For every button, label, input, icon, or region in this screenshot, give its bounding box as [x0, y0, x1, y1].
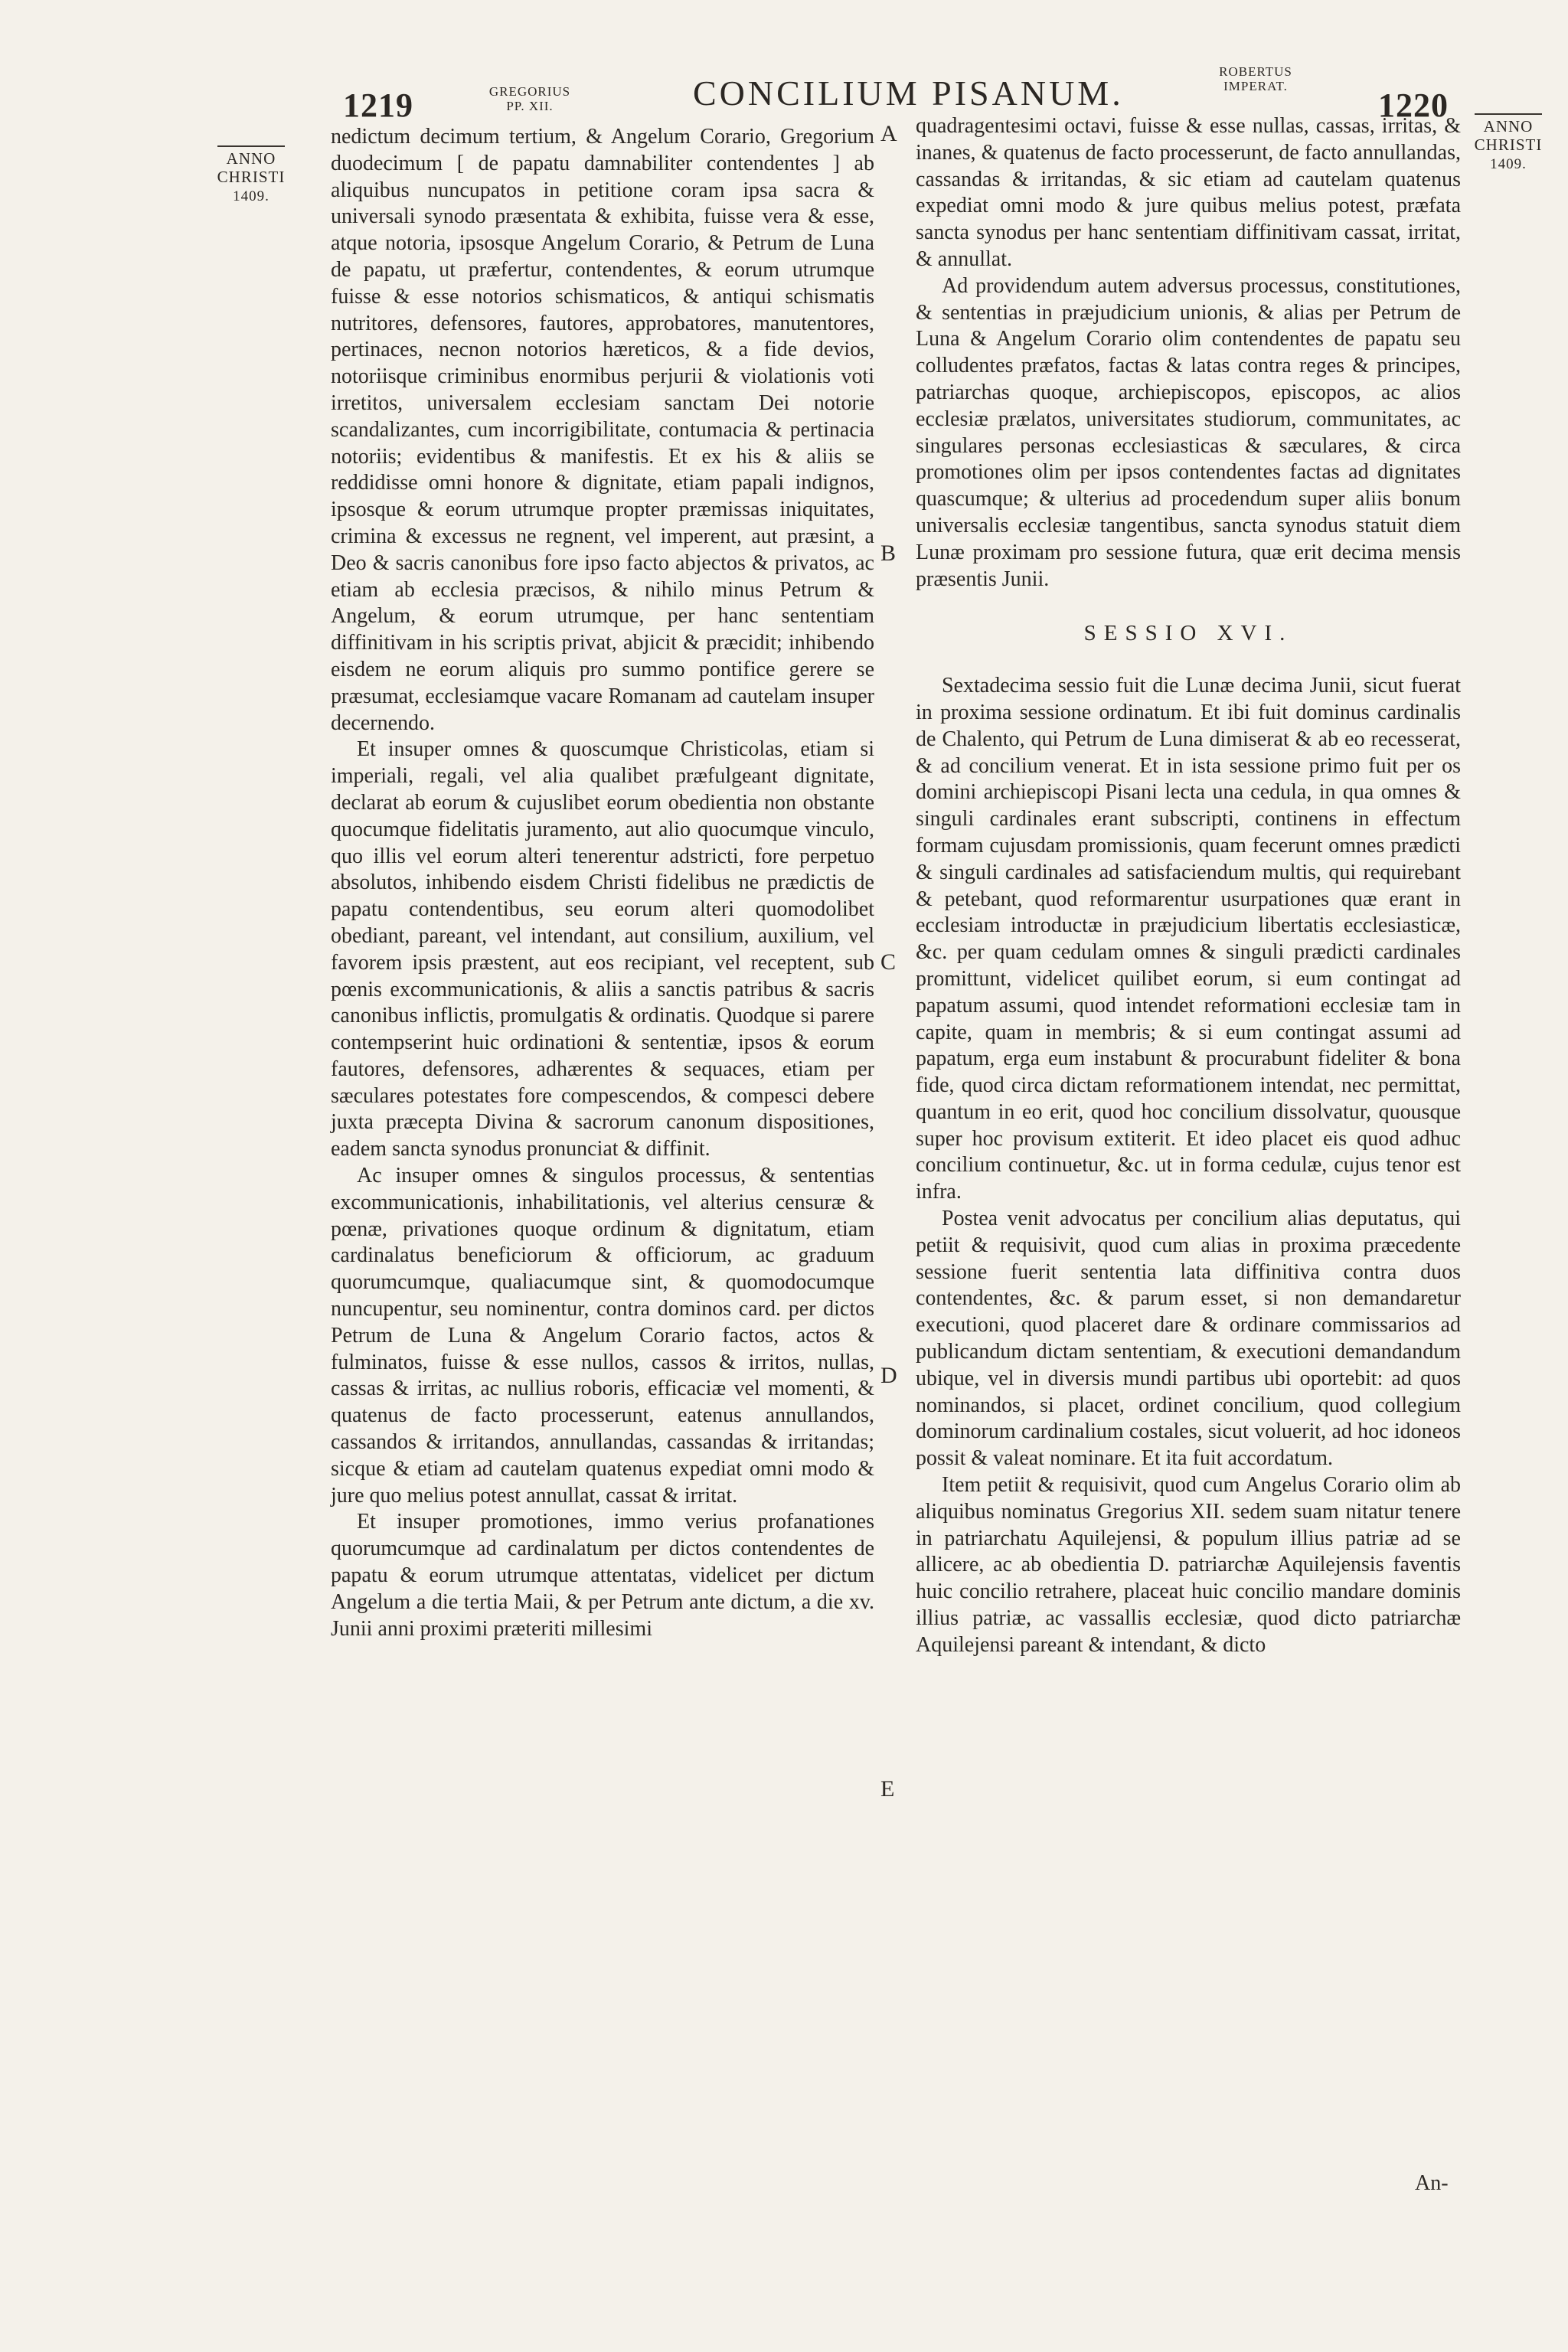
margin-rule [1475, 113, 1542, 115]
margin-anno: ANNO [1483, 117, 1534, 136]
paragraph: Et insuper omnes & quoscumque Christicolas, etiam si imperiali, regali, vel alia qualibet præfulgeant dignitate, declarat ab eorum & cujuslibet eorum obedientia non obstante quocumque fidelitatis juramento, aut alio quocumque vinculo, quo illis vel eorum alteri tenerentur adstricti, fore perpetuo absolutos, inhibendo eisdem Christi fidelibus ne prædictis de papatu contendentibus, seu eorum alteri quomodolibet obediant, pareant, vel intendant, aut consilium, auxilium, vel favorem ipsis præstent, aut eos recipiant, vel receptent, sub pœnis excommunicationis, & aliis a sanctis patribus & sacris canonibus inflictis, promulgatis & ordinatis. Quodque si parere contempserint huic ordinationi & sententiæ, ipsos & eorum fautores, defensores, adhærentes & sequaces, etiam per sæculares potestates fore compescendos, & compesci debere juxta præcepta Divina & sacrorum canonum dispositiones, eadem sancta synodus pronunciat & diffinit. [331, 737, 874, 1161]
section-mark-c: C [880, 949, 897, 975]
running-title: CONCILIUM PISANUM. [693, 74, 1124, 113]
section-mark-e: E [880, 1776, 895, 1802]
paragraph: Postea venit advocatus per concilium alias deputatus, qui petiit & requisivit, quod cum alias in proxima præcedente sessione fuerit sententia lata diffinitiva contra duos contendentes, &c. & parum esset, si non demandaretur executioni, quod placeret dare & ordinare commissarios ad publicandum dictam sententiam, & executioni demandandum ubique, vel in diversis mundi partibus ubi oportebit: ad quos nominandos, si placet, ordinet concilium, quod collegium dominorum cardinalium costales, sicut voluerit, ad hoc idoneos possit & valeat nominare. Et ita fuit accordatum. [916, 1207, 1461, 1471]
margin-year: 1409. [233, 188, 270, 204]
margin-year-left [213, 145, 289, 206]
margin-rule [217, 145, 285, 147]
running-head-emperor [1191, 64, 1321, 93]
section-mark-a: A [880, 121, 897, 146]
margin-year: 1409. [1490, 156, 1527, 172]
paragraph: nedictum decimum tertium, & Angelum Corario, Gregorium duodecimum [ de papatu damnabiliter contendentes ] ab aliquibus nuncupatos in petitione coram ipsa sacra & universali synodo præsentata & exhibita, fuisse vera & esse, atque notoria, ipsosque Angelum Corario, & Petrum de Luna de papatu, ut præfertur, contendentes, & eorum utrumque fuisse & esse notorios schismaticos, & antiqui schismatis nutritores, defensores, fautores, approbatores, manutentores, pertinaces, necnon notorios hæreticos, & a fide devios, notoriisque criminibus enormibus perjurii & violationis voti irretitos, universalem ecclesiam sanctam Dei notorie scandalizantes, cum incorrigibilitate, contumacia & pertinacia notoriis; evidentibus & manifestis. Et ex his & aliis se reddidisse omni honore & dignitate, etiam papali indignos, ipsosque & eorum utrumque propter præmissas iniquitates, crimina & excessus ne regnent, vel imperent, aut præsint, a Deo & sacris canonibus fore ipso facto abjectos & privatos, ac etiam ab ecclesia præcisos, & nihilo minus Petrum & Angelum, & eorum utrumque, per hanc sententiam diffinitivam in his scriptis privat, abjicit & præcidit; inhibendo eisdem ne eorum aliquis pro summo pontifice gerere se præsumat, ecclesiamque vacare Romanam ad cautelam insuper decernendo. [331, 125, 874, 735]
paragraph: quadragentesimi octavi, fuisse & esse nullas, cassas, irritas, & inanes, & quatenus de facto processerunt, de facto annullandas, cassandas & irritandas, & sic etiam ad cautelam quatenus expediat omni modo & jure quibus melius potest, præfata sancta synodus per hanc sententiam diffinitivam cassat, irritat, & annullat. [916, 114, 1461, 271]
running-head-pope-title: PP. XII. [506, 99, 554, 113]
running-head-emperor-name: ROBERTUS [1219, 64, 1292, 79]
running-head-pope-name: GREGORIUS [488, 84, 571, 99]
right-column [916, 113, 1461, 1659]
paragraph: Item petiit & requisivit, quod cum Angelus Corario olim ab aliquibus nominatus Gregorius XII. sedem suam nitatur tenere in patriarchatu Aquilejensi, & populum illius patriæ ad se allicere, ac ab obedientia D. patriarchæ Aquilejensis faventis huic concilio retrahere, placeat huic concilio mandare dominis illius patriæ, ac vassallis ecclesiæ, quod dicto patriarchæ Aquilejensi pareant & intendant, & dicto [916, 1473, 1461, 1657]
page-number-left: 1219 [343, 87, 413, 124]
catchword: An- [1415, 2171, 1449, 2195]
page-number-right: 1220 [1378, 87, 1449, 124]
session-heading: SESSIO XVI. [1083, 621, 1293, 646]
running-head-emperor-title: IMPERAT. [1223, 79, 1288, 93]
margin-anno: ANNO [226, 149, 276, 168]
margin-christi: CHRISTI [1474, 136, 1543, 154]
paragraph: Sextadecima sessio fuit die Lunæ decima Junii, sicut fuerat in proxima sessione ordinatum. Et ibi fuit dominus cardinalis de Chalento, qui Petrum de Luna dimiserat & ab eo recesserat, & ad concilium venerat. Et in ista sessione primo fuit per os domini archiepiscopi Pisani lecta una cedula, in qua omnes & singuli cardinales erant subscripti, continens in effectum formam cujusdam promissionis, quam fecerunt omnes prædicti & singuli cardinales ad satisfaciendum multis, qui requirebant & petebant, quod reformarentur usurpationes quæ erant in ecclesiam introductæ in præjudicium libertatis ecclesiasticæ, &c. per quam cedulam omnes & singuli prædicti cardinales promittunt, videlicet quilibet eorum, si eum contingat ad papatum assumi, quod intendet reformationi ecclesiæ tam in capite, quam in membris; & si eum contingat assumi ad papatum, erga eum instabunt & procurabunt fideliter & bona fide, quod circa dictam reformationem intendat, nec permittat, quantum in eo erit, quod hoc concilium dissolvatur, quousque super hoc provisum extiterit. Et ideo placet eis quod adhuc concilium continuetur, &c. ut in forma cedulæ, cujus tenor est infra. [916, 674, 1461, 1204]
paragraph: Ad providendum autem adversus processus, constitutiones, & sententias in præjudicium unionis, & alias per Petrum de Luna & Angelum Corario olim contendentes de papatu seu colludentes præfatos, factas & latas contra reges & principes, patriarchas quoque, archiepiscopos, episcopos, ac alios ecclesiæ prælatos, universitates studiorum, communitates, ac singulares personas ecclesiasticas & sæculares, & circa promotiones olim per ipsos contendentes factas ad dignitates quascumque; & ulterius ad procedendum super aliis bonum universalis ecclesiæ tangentibus, sancta synodus statuit diem Lunæ proximam pro sessione futura, quæ erit decima mensis præsentis Junii. [916, 273, 1461, 591]
running-head-pope [469, 84, 591, 113]
left-column [331, 124, 874, 1642]
paragraph: Et insuper promotiones, immo verius profanationes quorumcumque ad cardinalatum per dictos contendentes de papatu & eorum utrumque attentatas, videlicet per dictum Angelum a die tertia Maii, & per Petrum ante dictum, a die xv. Junii anni proximi præteriti millesimi [331, 1510, 874, 1641]
margin-year-right [1470, 113, 1547, 174]
margin-christi: CHRISTI [217, 168, 286, 186]
paragraph: Ac insuper omnes & singulos processus, & sententias excommunicationis, inhabilitationis, vel alterius censuræ & pœnæ, privationes quoque ordinum & dignitatum, etiam cardinalatus beneficiorum & officiorum, ac graduum quorumcumque, qualiacumque sint, & quomodocumque nuncupentur, seu nominentur, contra dominos card. per dictos Petrum de Luna & Angelum Corario factos, actos & fulminatos, fuisse & esse nullos, cassos & irritos, nullas, cassas & irritas, ac nullius roboris, efficaciæ vel momenti, & quatenus de facto processerunt, eatenus annullandos, cassandos & irritandos, annullandas, cassandas & irritandas; sicque & etiam ad cautelam quatenus expediat omni modo & jure quo melius potest annullat, cassat & irritat. [331, 1164, 874, 1508]
section-mark-d: D [880, 1363, 897, 1388]
section-mark-b: B [880, 541, 897, 566]
